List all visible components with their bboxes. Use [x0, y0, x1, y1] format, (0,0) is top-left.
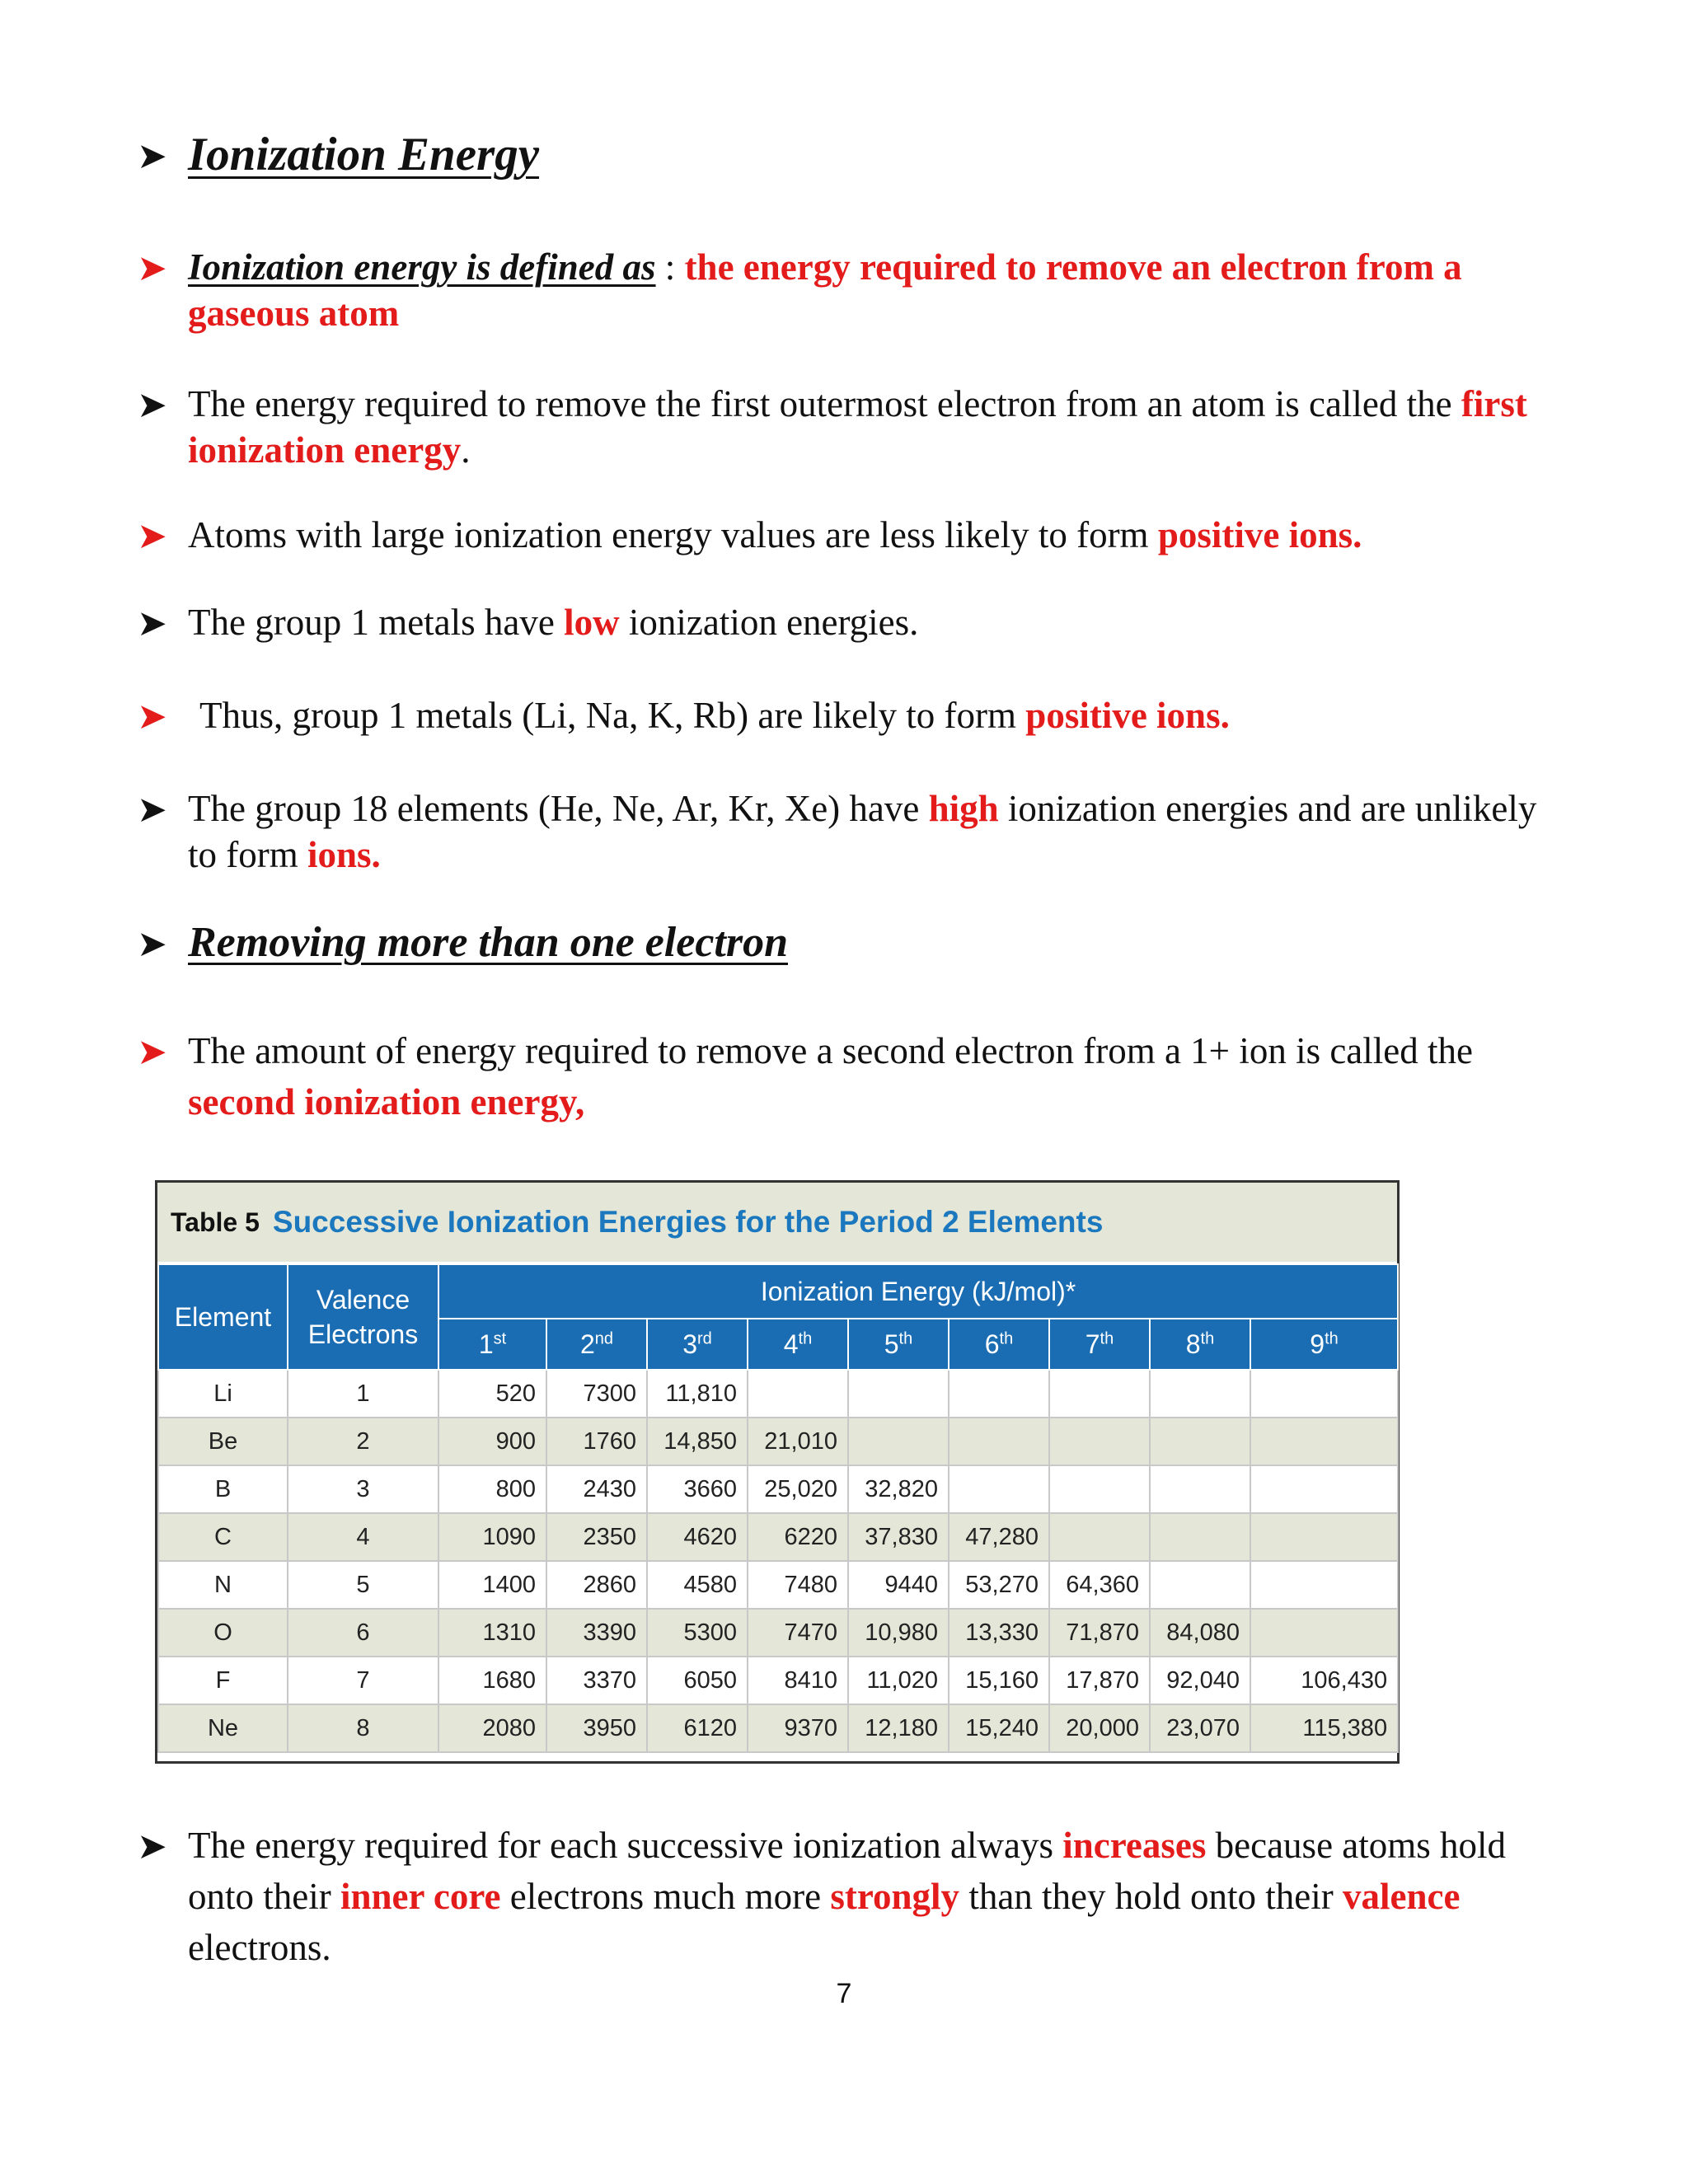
element-cell: C: [158, 1513, 288, 1561]
header-ionization-5: [848, 1319, 949, 1370]
bullet-text: The group 1 metals have: [188, 602, 565, 643]
energy-cell: 1090: [438, 1513, 546, 1561]
energy-cell: [1250, 1418, 1398, 1465]
highlight-text: positive ions.: [1025, 695, 1230, 736]
energy-cell: 1680: [438, 1657, 546, 1704]
section-heading-ionization: [137, 129, 1540, 180]
bullet-text-4: than they hold onto their: [959, 1876, 1343, 1917]
bullet-text-5: electrons.: [188, 1927, 331, 1968]
energy-cell: 9440: [848, 1561, 949, 1609]
highlight-text: first ionization energy: [188, 383, 1527, 471]
energy-cell: [1150, 1418, 1250, 1465]
energy-cell: 92,040: [1150, 1657, 1250, 1704]
energy-cell: 11,020: [848, 1657, 949, 1704]
header-valence: Valence Electrons: [288, 1264, 438, 1370]
bullet-text-3: electrons much more: [500, 1876, 831, 1917]
ordinal-number: 7: [1085, 1329, 1100, 1359]
header-ionization-7: [1049, 1319, 1150, 1370]
arrow-bullet-icon: ➤: [137, 384, 167, 426]
energy-cell: 800: [438, 1465, 546, 1513]
energy-cell: 2860: [546, 1561, 647, 1609]
bullet-text: The group 18 elements (He, Ne, Ar, Kr, Xe) have: [188, 788, 929, 829]
energy-cell: [1150, 1465, 1250, 1513]
ordinal-number: 4: [783, 1329, 799, 1359]
header-ionization-8: [1150, 1319, 1250, 1370]
energy-cell: 6220: [748, 1513, 848, 1561]
energy-cell: [1049, 1513, 1150, 1561]
highlight-valence: valence: [1342, 1876, 1461, 1917]
heading-text: Removing more than one electron: [188, 919, 788, 966]
highlight-text-2: ions.: [307, 834, 381, 875]
energy-cell: 1400: [438, 1561, 546, 1609]
header-ionization-6: [949, 1319, 1049, 1370]
bullet-text: Atoms with large ionization energy values are less likely to form: [188, 514, 1158, 555]
energy-cell: 4620: [647, 1513, 748, 1561]
table-title: Successive Ionization Energies for the Period 2 Elements: [272, 1205, 1104, 1239]
bullet-text: The energy required to remove the first outermost electron from an atom is called the: [188, 383, 1461, 424]
highlight-strongly: strongly: [830, 1876, 960, 1917]
header-element: Element: [158, 1264, 288, 1370]
valence-cell: 6: [288, 1609, 438, 1657]
energy-cell: 8410: [748, 1657, 848, 1704]
energy-cell: 21,010: [748, 1418, 848, 1465]
energy-cell: 3370: [546, 1657, 647, 1704]
bullet-text: The amount of energy required to remove a second electron from a 1+ ion is called the: [188, 1030, 1473, 1071]
section-heading-removing: [137, 919, 1540, 967]
valence-cell: 5: [288, 1561, 438, 1609]
energy-cell: [1049, 1370, 1150, 1418]
energy-cell: 3390: [546, 1609, 647, 1657]
bullet-group1-low: [137, 599, 1540, 645]
energy-cell: 1310: [438, 1609, 546, 1657]
energy-cell: [1250, 1609, 1398, 1657]
table-row: [158, 1657, 1398, 1704]
header-ionization-2: [546, 1319, 647, 1370]
table-caption: [157, 1183, 1397, 1263]
table-row: [158, 1609, 1398, 1657]
energy-cell: [1049, 1418, 1150, 1465]
highlight-inner-core: inner core: [340, 1876, 501, 1917]
table-row: [158, 1418, 1398, 1465]
ordinal-number: 3: [682, 1329, 697, 1359]
element-cell: B: [158, 1465, 288, 1513]
ordinal-suffix: th: [999, 1329, 1014, 1347]
energy-cell: 64,360: [1049, 1561, 1150, 1609]
definition-separator: :: [655, 246, 685, 288]
element-cell: N: [158, 1561, 288, 1609]
energy-cell: 23,070: [1150, 1704, 1250, 1752]
ordinal-suffix: th: [898, 1329, 913, 1347]
table-label: Table 5: [171, 1207, 260, 1237]
energy-cell: [1250, 1465, 1398, 1513]
arrow-bullet-icon: ➤: [137, 923, 167, 965]
energy-cell: 7470: [748, 1609, 848, 1657]
energy-cell: [1150, 1513, 1250, 1561]
energy-cell: 20,000: [1049, 1704, 1150, 1752]
energy-cell: [1250, 1370, 1398, 1418]
bullet-group18-high: [137, 785, 1540, 878]
bullet-text: Thus, group 1 metals (Li, Na, K, Rb) are likely to form: [199, 695, 1026, 736]
highlight-increases: increases: [1062, 1825, 1207, 1866]
valence-cell: 1: [288, 1370, 438, 1418]
ordinal-suffix: th: [1200, 1329, 1215, 1347]
valence-cell: 7: [288, 1657, 438, 1704]
energy-cell: 3950: [546, 1704, 647, 1752]
arrow-bullet-icon: ➤: [137, 515, 167, 557]
ordinal-number: 2: [579, 1329, 595, 1359]
highlight-text: low: [564, 602, 620, 643]
energy-cell: 25,020: [748, 1465, 848, 1513]
highlight-text: high: [928, 788, 999, 829]
energy-cell: 71,870: [1049, 1609, 1150, 1657]
arrow-bullet-icon: ➤: [137, 247, 167, 289]
energy-cell: 900: [438, 1418, 546, 1465]
heading-text: Ionization Energy: [188, 129, 540, 180]
bullet-successive-increase: [137, 1820, 1540, 1973]
bullet-text-end: .: [461, 429, 471, 471]
energy-cell: 11,810: [647, 1370, 748, 1418]
energy-cell: [748, 1370, 848, 1418]
arrow-bullet-icon: ➤: [137, 1825, 167, 1868]
table-row: [158, 1513, 1398, 1561]
energy-cell: 15,160: [949, 1657, 1049, 1704]
energy-cell: [949, 1418, 1049, 1465]
table-row: [158, 1370, 1398, 1418]
energy-cell: [949, 1370, 1049, 1418]
element-cell: Be: [158, 1418, 288, 1465]
bullet-definition: [137, 244, 1540, 336]
energy-cell: [848, 1370, 949, 1418]
energy-cell: [1049, 1465, 1150, 1513]
energy-cell: [1150, 1561, 1250, 1609]
energy-cell: 7480: [748, 1561, 848, 1609]
energy-cell: 37,830: [848, 1513, 949, 1561]
ionization-energy-table: [155, 1180, 1400, 1764]
definition-text: the energy required to remove an electron from a gaseous atom: [188, 246, 1462, 334]
energy-cell: 1760: [546, 1418, 647, 1465]
ordinal-suffix: rd: [697, 1329, 712, 1347]
highlight-text: positive ions.: [1157, 514, 1362, 555]
energy-cell: 47,280: [949, 1513, 1049, 1561]
energy-cell: 9370: [748, 1704, 848, 1752]
header-ionization-9: [1250, 1319, 1398, 1370]
ordinal-number: 9: [1310, 1329, 1325, 1359]
valence-cell: 3: [288, 1465, 438, 1513]
ordinal-number: 5: [884, 1329, 899, 1359]
ordinal-suffix: th: [798, 1329, 813, 1347]
energy-cell: [1150, 1370, 1250, 1418]
bullet-group1-positive: [137, 692, 1540, 738]
arrow-bullet-icon: ➤: [137, 1031, 167, 1073]
element-cell: O: [158, 1609, 288, 1657]
energy-cell: 6120: [647, 1704, 748, 1752]
bullet-text-mid: ionization energies and are unlikely to form: [188, 788, 1537, 875]
energy-cell: 106,430: [1250, 1657, 1398, 1704]
valence-cell: 2: [288, 1418, 438, 1465]
energy-cell: 15,240: [949, 1704, 1049, 1752]
energy-cell: [1250, 1513, 1398, 1561]
energy-cell: 7300: [546, 1370, 647, 1418]
energy-cell: [848, 1418, 949, 1465]
table-row: [158, 1465, 1398, 1513]
ordinal-number: 6: [984, 1329, 1000, 1359]
energy-cell: 14,850: [647, 1418, 748, 1465]
header-ionization-energy: Ionization Energy (kJ/mol)*: [438, 1264, 1398, 1319]
energy-cell: 2080: [438, 1704, 546, 1752]
arrow-bullet-icon: ➤: [137, 135, 167, 177]
ordinal-suffix: nd: [594, 1329, 614, 1347]
arrow-bullet-icon: ➤: [137, 602, 167, 644]
table-row: [158, 1704, 1398, 1752]
ordinal-suffix: th: [1100, 1329, 1114, 1347]
energy-cell: 2430: [546, 1465, 647, 1513]
energy-cell: [949, 1465, 1049, 1513]
valence-cell: 4: [288, 1513, 438, 1561]
bullet-first-ionization: [137, 381, 1540, 473]
page-number: 7: [836, 1978, 852, 2009]
definition-label: Ionization energy is defined as: [188, 246, 656, 288]
arrow-bullet-icon: ➤: [137, 789, 167, 831]
data-table: [157, 1263, 1399, 1753]
energy-cell: [1250, 1561, 1398, 1609]
bullet-second-ionization: [137, 1025, 1540, 1127]
element-cell: Li: [158, 1370, 288, 1418]
bullet-text-2: because atoms hold onto their: [188, 1825, 1507, 1917]
highlight-text: second ionization energy,: [188, 1081, 585, 1122]
element-cell: Ne: [158, 1704, 288, 1752]
energy-cell: 84,080: [1150, 1609, 1250, 1657]
energy-cell: 13,330: [949, 1609, 1049, 1657]
energy-cell: 17,870: [1049, 1657, 1150, 1704]
bullet-text-end: ionization energies.: [619, 602, 919, 643]
bullet-text: The energy required for each successive ionization always: [188, 1825, 1063, 1866]
header-ionization-1: [438, 1319, 546, 1370]
arrow-bullet-icon: ➤: [137, 696, 167, 738]
energy-cell: 3660: [647, 1465, 748, 1513]
energy-cell: 32,820: [848, 1465, 949, 1513]
valence-cell: 8: [288, 1704, 438, 1752]
ordinal-suffix: th: [1325, 1329, 1339, 1347]
element-cell: F: [158, 1657, 288, 1704]
table-row: [158, 1561, 1398, 1609]
bullet-large-ie: [137, 512, 1540, 558]
ordinal-number: 1: [478, 1329, 494, 1359]
header-ionization-3: [647, 1319, 748, 1370]
energy-cell: 10,980: [848, 1609, 949, 1657]
energy-cell: 520: [438, 1370, 546, 1418]
ordinal-suffix: st: [493, 1329, 507, 1347]
energy-cell: 2350: [546, 1513, 647, 1561]
energy-cell: 53,270: [949, 1561, 1049, 1609]
energy-cell: 115,380: [1250, 1704, 1398, 1752]
energy-cell: 12,180: [848, 1704, 949, 1752]
energy-cell: 4580: [647, 1561, 748, 1609]
header-ionization-4: [748, 1319, 848, 1370]
ordinal-number: 8: [1185, 1329, 1201, 1359]
energy-cell: 5300: [647, 1609, 748, 1657]
energy-cell: 6050: [647, 1657, 748, 1704]
